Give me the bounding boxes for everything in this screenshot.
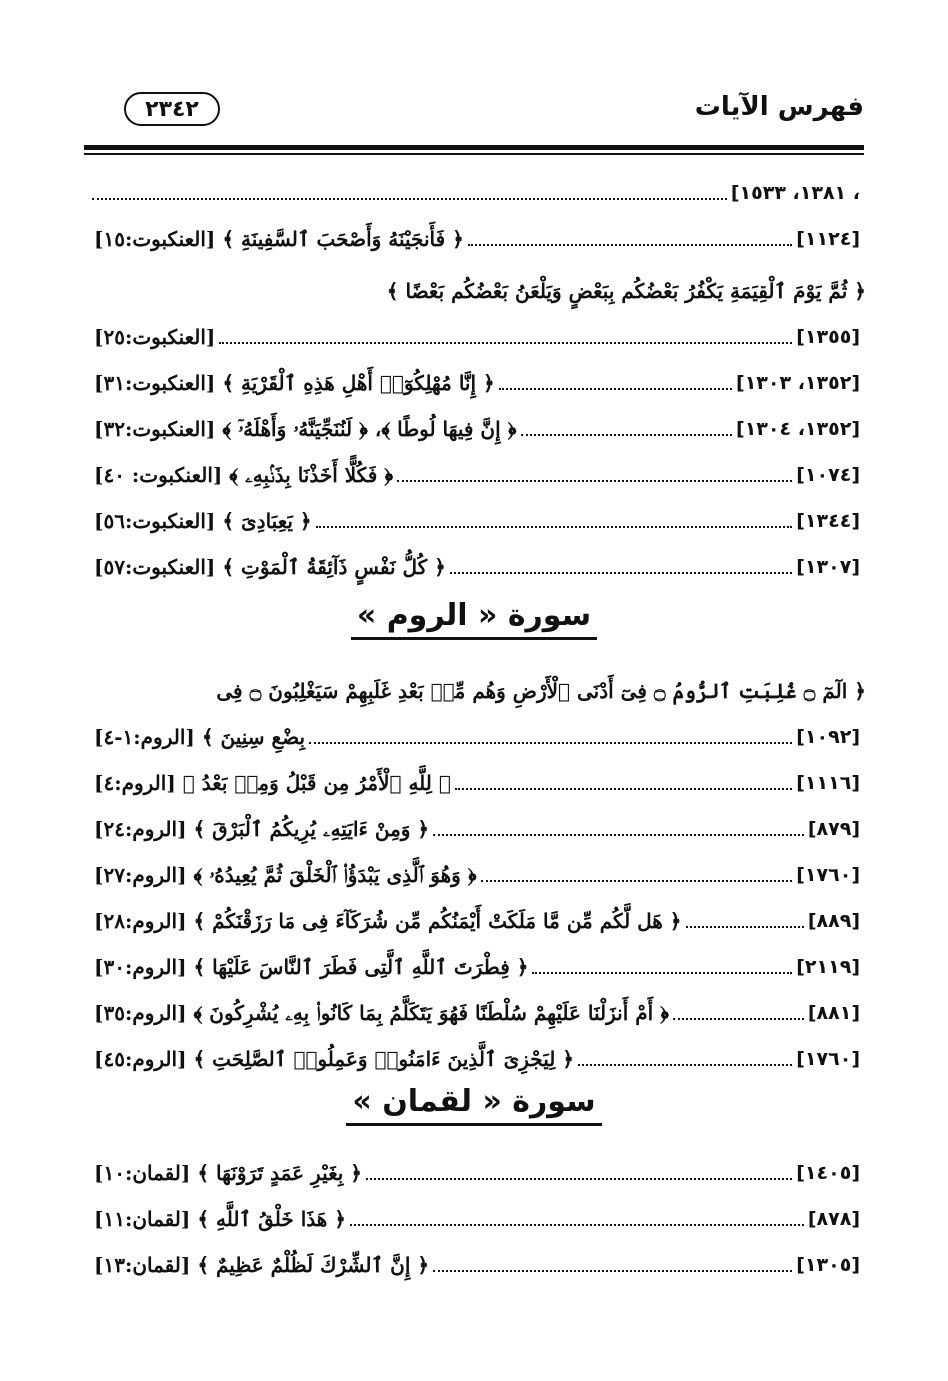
verse-entry — [88, 442, 860, 488]
leader-dots — [309, 742, 792, 744]
verse-list-luqman — [88, 1140, 860, 1278]
verse-text: بِضْعِ سِنِينَ ﴾ [الروم:١-٤] — [94, 725, 306, 749]
section-heading-rum — [88, 588, 860, 658]
verse-text: ﴿ الٓمٓ ۝ غُلِبَتِ ٱلرُّومُ ۝ فِىٓ أَدْنَى ٱلْأَرْضِ وَهُم مِّنۢ بَعْدِ غَلَبِهِمْ سَيَغْلِبُونَ ۝ فِى — [216, 679, 866, 703]
verse-text: ﴿ فَكُلًّا أَخَذْنَا بِذَنۢبِهِۦ ﴾ [العنكبوت: ٤٠] — [94, 463, 394, 487]
header-rule-thin — [84, 153, 864, 155]
verse-refs: [١١١٦] — [796, 772, 860, 794]
verse-refs: [٨٧٩] — [807, 818, 860, 840]
leader-dots — [433, 834, 804, 836]
leader-dots — [686, 926, 804, 928]
verse-refs: [١٣٤٤] — [796, 510, 860, 532]
page-header — [84, 84, 864, 144]
verse-refs: [١٣٠٧] — [796, 556, 860, 578]
verse-text: ﴿ لِيَجْزِىَ ٱلَّذِينَ ءَامَنُوا۟ وَعَمِلُوا۟ ٱلصَّلِحَتِ ﴾ [الروم:٤٥] — [94, 1047, 575, 1071]
verse-entry — [88, 350, 860, 396]
verse-entry — [88, 888, 860, 934]
verse-entry — [88, 934, 860, 980]
verse-text: ﴿ لِلَّهِ ٱلْأَمْرُ مِن قَبْلُ وَمِنۢ بَعْدُ ﴾ [الروم:٤] — [94, 771, 451, 795]
verse-entry — [88, 304, 860, 350]
verse-text: ﴿ فِطْرَتَ ٱللَّهِ ٱلَّتِى فَطَرَ ٱلنَّاسَ عَلَيْهَا ﴾ [الروم:٣٠] — [94, 955, 529, 979]
verse-text: ﴿ وَهُوَ ٱلَّذِى يَبْدَؤُا۟ ٱلْخَلْقَ ثُمَّ يُعِيدُهُۥ ﴾ [الروم:٢٧] — [94, 863, 477, 887]
verse-entry — [88, 704, 860, 750]
verse-entry — [88, 652, 866, 704]
verse-refs: [١٣٥٥] — [796, 326, 860, 348]
verse-refs: [١٣٥٢، ١٣٠٣] — [736, 372, 860, 394]
verse-entry — [88, 488, 860, 534]
leader-dots — [397, 480, 792, 482]
verse-text: ﴿ بِغَيْرِ عَمَدٍ تَرَوْنَهَا ﴾ [لقمان:١٠] — [94, 1161, 363, 1185]
verse-refs: [١٠٩٢] — [796, 726, 860, 748]
verse-list-ankabut — [88, 160, 866, 580]
verse-entry — [88, 252, 866, 304]
verse-entry — [88, 796, 860, 842]
verse-text: [العنكبوت:٢٥] — [94, 325, 216, 349]
leader-dots — [521, 434, 733, 436]
verse-text: ﴿ إِنَّ ٱلشِّرْكَ لَظُلْمٌ عَظِيمٌ ﴾ [لقمان:١٣] — [94, 1253, 430, 1277]
verse-entry — [88, 1232, 860, 1278]
verse-list-rum — [88, 652, 866, 1072]
verse-entry — [88, 534, 860, 580]
verse-refs: [١٣٠٥] — [796, 1254, 860, 1276]
section-title: سورة « الروم » — [351, 588, 597, 640]
verse-refs: [١١٢٤] — [796, 228, 860, 250]
leader-dots — [219, 342, 792, 344]
leader-dots — [578, 1064, 792, 1066]
leader-dots — [92, 198, 727, 200]
leader-dots — [450, 572, 792, 574]
verse-refs: [٨٨١] — [807, 1002, 860, 1024]
verse-entry — [88, 980, 860, 1026]
verse-text: ﴿ أَمْ أَنزَلْنَا عَلَيْهِمْ سُلْطَنًا فَهُوَ يَتَكَلَّمُ بِمَا كَانُوا۟ بِهِۦ يُشْرِكُونَ ﴾ [الروم:٣٥] — [94, 1001, 670, 1025]
verse-refs: [١٤٠٥] — [796, 1162, 860, 1184]
leader-dots — [532, 972, 792, 974]
verse-text: ﴿ إِنَّا مُهْلِكُوٓا۟ أَهْلِ هَذِهِ ٱلْقَرْيَةِ ﴾ [العنكبوت:٣١] — [94, 371, 495, 395]
verse-refs: [١٧٦٠] — [796, 1048, 860, 1070]
verse-refs: [١٧٦٠] — [796, 864, 860, 886]
leader-dots — [455, 788, 792, 790]
leader-dots — [316, 526, 793, 528]
verse-text: ﴿ وَمِنْ ءَايَتِهِۦ يُرِيكُمُ ٱلْبَرْقَ ﴾ [الروم:٢٤] — [94, 817, 430, 841]
verse-entry — [88, 750, 860, 796]
verse-entry — [88, 396, 860, 442]
section-heading-luqman — [88, 1074, 860, 1144]
leader-dots — [350, 1224, 804, 1226]
verse-refs: [٨٨٩] — [807, 910, 860, 932]
verse-text: ﴿ يَعِبَادِىَ ﴾ [العنكبوت:٥٦] — [94, 509, 312, 533]
leader-dots — [433, 1270, 792, 1272]
verse-entry — [88, 160, 860, 206]
verse-entry — [88, 842, 860, 888]
verse-text: ﴿ هَل لَّكُم مِّن مَّا مَلَكَتْ أَيْمَنُكُم مِّن شُرَكَآءَ فِى مَا رَزَقْنَكُمْ ﴾ [الروم:٢٨] — [94, 909, 682, 933]
header-rule-thick — [84, 145, 864, 150]
verse-refs: [١٠٧٤] — [796, 464, 860, 486]
verse-refs: ، ١٣٨١، ١٥٣٣] — [730, 182, 860, 204]
leader-dots — [673, 1018, 804, 1020]
leader-dots — [366, 1178, 792, 1180]
leader-dots — [481, 880, 793, 882]
verse-entry — [88, 1140, 860, 1186]
verse-text: ﴿ فَأَنجَيْنَهُ وَأَصْحَبَ ٱلسَّفِينَةِ ﴾ [العنكبوت:١٥] — [94, 227, 464, 251]
leader-dots — [468, 244, 792, 246]
verse-entry — [88, 1186, 860, 1232]
section-title: سورة « لقمان » — [346, 1074, 601, 1126]
running-title: فهرس الآيات — [694, 92, 864, 122]
leader-dots — [499, 388, 732, 390]
verse-entry — [88, 1026, 860, 1072]
verse-text: ﴿ كُلُّ نَفْسٍ ذَآئِقَةُ ٱلْمَوْتِ ﴾ [العنكبوت:٥٧] — [94, 555, 446, 579]
verse-text: ﴿ إِنَّ فِيهَا لُوطًا ﴾، ﴿ لَنُنَجِّيَنَّهُۥ وَأَهْلَهُۥٓ ﴾ [العنكبوت:٣٢] — [94, 417, 517, 441]
verse-text: ﴿ هَذَا خَلْقُ ٱللَّهِ ﴾ [لقمان:١١] — [94, 1207, 347, 1231]
page-number-badge: ٢٣٤٢ — [124, 92, 220, 126]
verse-refs: [٢١١٩] — [796, 956, 860, 978]
verse-entry — [88, 206, 860, 252]
verse-refs: [١٣٥٢، ١٣٠٤] — [736, 418, 860, 440]
verse-text: ﴿ ثُمَّ يَوْمَ ٱلْقِيَمَةِ يَكْفُرُ بَعْضُكُم بِبَعْضٍ وَيَلْعَنُ بَعْضُكُم بَعْضًا ﴾ — [386, 279, 866, 303]
verse-refs: [٨٧٨] — [807, 1208, 860, 1230]
